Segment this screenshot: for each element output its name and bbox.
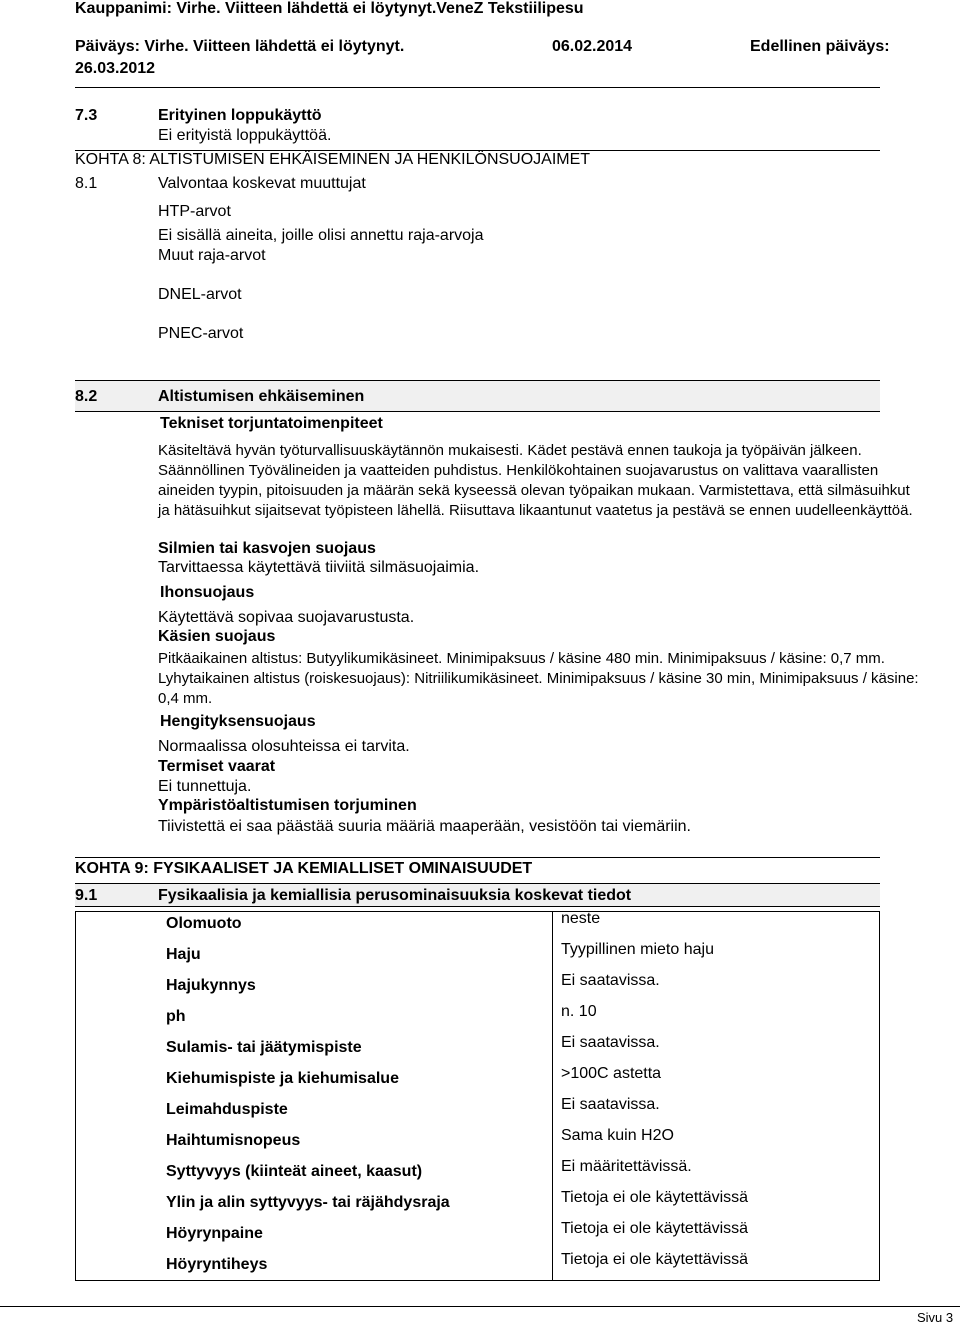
property-label: Leimahduspiste (166, 1101, 288, 1118)
silmien-heading: Silmien tai kasvojen suojaus (158, 540, 376, 557)
section-8-2-number: 8.2 (75, 388, 98, 405)
muut-raja-arvot-heading: Muut raja-arvot (158, 247, 266, 264)
property-value: neste (561, 910, 601, 927)
pnec-heading: PNEC-arvot (158, 325, 244, 342)
ymparisto-text: Tiivistettä ei saa päästää suuria määriä maaperään, vesistöön tai viemäriin. (158, 818, 691, 835)
hengitys-text: Normaalissa olosuhteissa ei tarvita. (158, 738, 410, 755)
iho-heading: Ihonsuojaus (160, 584, 255, 601)
property-label: Sulamis- tai jäätymispiste (166, 1039, 362, 1056)
kasien-heading: Käsien suojaus (158, 628, 276, 645)
property-value: Ei saatavissa. (561, 1034, 660, 1051)
section-9-1-title: Fysikaalisia ja kemiallisia perusominaisuuksia koskevat tiedot (158, 887, 632, 904)
kohta9-title: KOHTA 9: FYSIKAALISET JA KEMIALLISET OMINAISUUDET (75, 860, 533, 877)
property-label: Olomuoto (166, 915, 242, 932)
page-number: Sivu 3 (917, 1310, 954, 1325)
section-8-1-number: 8.1 (75, 175, 98, 192)
section-7-3-text: Ei erityistä loppukäyttöä. (158, 127, 332, 144)
section-8-2-title: Altistumisen ehkäiseminen (158, 388, 365, 405)
header-prev-date-label: Edellinen päiväys: (750, 38, 890, 55)
property-label: Kiehumispiste ja kiehumisalue (166, 1070, 399, 1087)
property-label: Syttyvyys (kiinteät aineet, kaasut) (166, 1163, 423, 1180)
section-9-1-bottom-rule (75, 906, 880, 907)
property-value: Sama kuin H2O (561, 1127, 674, 1144)
ymparisto-heading: Ympäristöaltistumisen torjuminen (158, 797, 417, 814)
property-value: n. 10 (561, 1003, 597, 1020)
silmien-text: Tarvittaessa käytettävä tiiviitä silmäsuojaimia. (158, 559, 480, 576)
section-8-2-bottom-rule (75, 411, 880, 412)
tekniset-text: Käsiteltävä hyvän työturvallisuuskäytännön mukaisesti. Kädet pestävä ennen taukoja ja työpäivän jälkeen. Säännöllinen Työvälineiden ja vaatteiden puhdistus. Henkilökohtainen suojavarustus on valittava vaarallisten aineiden tyypin, pitoisuuden ja määrän sekä kyseessä olevan työpaikan mukaan. Varmistettava, että silmäsuihkut ja hätäsuihkut sijaitsevat työpisteen lähellä. Riisuttava likaantunut vaatetus ja pestävä se ennen uudelleenkäyttöä. (158, 442, 913, 519)
property-value: Tietoja ei ole käytettävissä (561, 1220, 749, 1237)
dnel-heading: DNEL-arvot (158, 286, 242, 303)
iho-text: Käytettävä sopivaa suojavarustusta. (158, 609, 415, 626)
header-date-value: 06.02.2014 (552, 38, 633, 55)
termiset-heading: Termiset vaarat (158, 758, 276, 775)
property-value: Ei määritettävissä. (561, 1158, 692, 1175)
properties-table-divider (552, 912, 553, 1280)
kasien-text: Pitkäaikainen altistus: Butyylikumikäsineet. Minimipaksuus / käsine 480 min. Minimipaksuus / käsine: 0,7 mm. Lyhytaikainen altistus (roiskesuojaus): Nitriilikumikäsineet. Minimipaksuus / käsine 30 min, Minimipaksuus / käsine: 0,4 mm. (158, 650, 919, 707)
property-value: Tyypillinen mieto haju (561, 941, 714, 958)
property-label: Hajukynnys (166, 977, 256, 994)
hengitys-heading: Hengityksensuojaus (160, 713, 316, 730)
kohta9-top-rule (75, 857, 880, 858)
property-value: Tietoja ei ole käytettävissä (561, 1189, 749, 1206)
property-value: Tietoja ei ole käytettävissä (561, 1251, 749, 1268)
header-divider (75, 87, 880, 88)
section-7-3-title: Erityinen loppukäyttö (158, 107, 322, 124)
property-label: Haihtumisnopeus (166, 1132, 301, 1149)
property-label: Höyryntiheys (166, 1256, 268, 1273)
property-label: ph (166, 1008, 186, 1025)
htp-heading: HTP-arvot (158, 203, 231, 220)
tekniset-heading: Tekniset torjuntatoimenpiteet (160, 415, 383, 432)
section-7-3-number: 7.3 (75, 107, 98, 124)
footer-rule (0, 1306, 960, 1307)
property-value: Ei saatavissa. (561, 972, 660, 989)
property-label: Ylin ja alin syttyvyys- tai räjähdysraja (166, 1194, 450, 1211)
htp-text: Ei sisällä aineita, joille olisi annettu raja-arvoja (158, 227, 484, 244)
section-8-1-title: Valvontaa koskevat muuttujat (158, 175, 366, 192)
termiset-text: Ei tunnettuja. (158, 778, 252, 795)
header-prev-date-value: 26.03.2012 (75, 60, 156, 77)
property-label: Höyrynpaine (166, 1225, 263, 1242)
property-value: Ei saatavissa. (561, 1096, 660, 1113)
header-date-label: Päiväys: Virhe. Viitteen lähdettä ei löytynyt. (75, 38, 405, 55)
kohta8-title: KOHTA 8: ALTISTUMISEN EHKÄISEMINEN JA HENKILÖNSUOJAIMET (75, 151, 591, 168)
section-9-1-number: 9.1 (75, 887, 98, 904)
property-label: Haju (166, 946, 201, 963)
property-value: >100C astetta (561, 1065, 662, 1082)
header-trade-name: Kauppanimi: Virhe. Viitteen lähdettä ei löytynyt.VeneZ Tekstiilipesu (75, 0, 584, 17)
